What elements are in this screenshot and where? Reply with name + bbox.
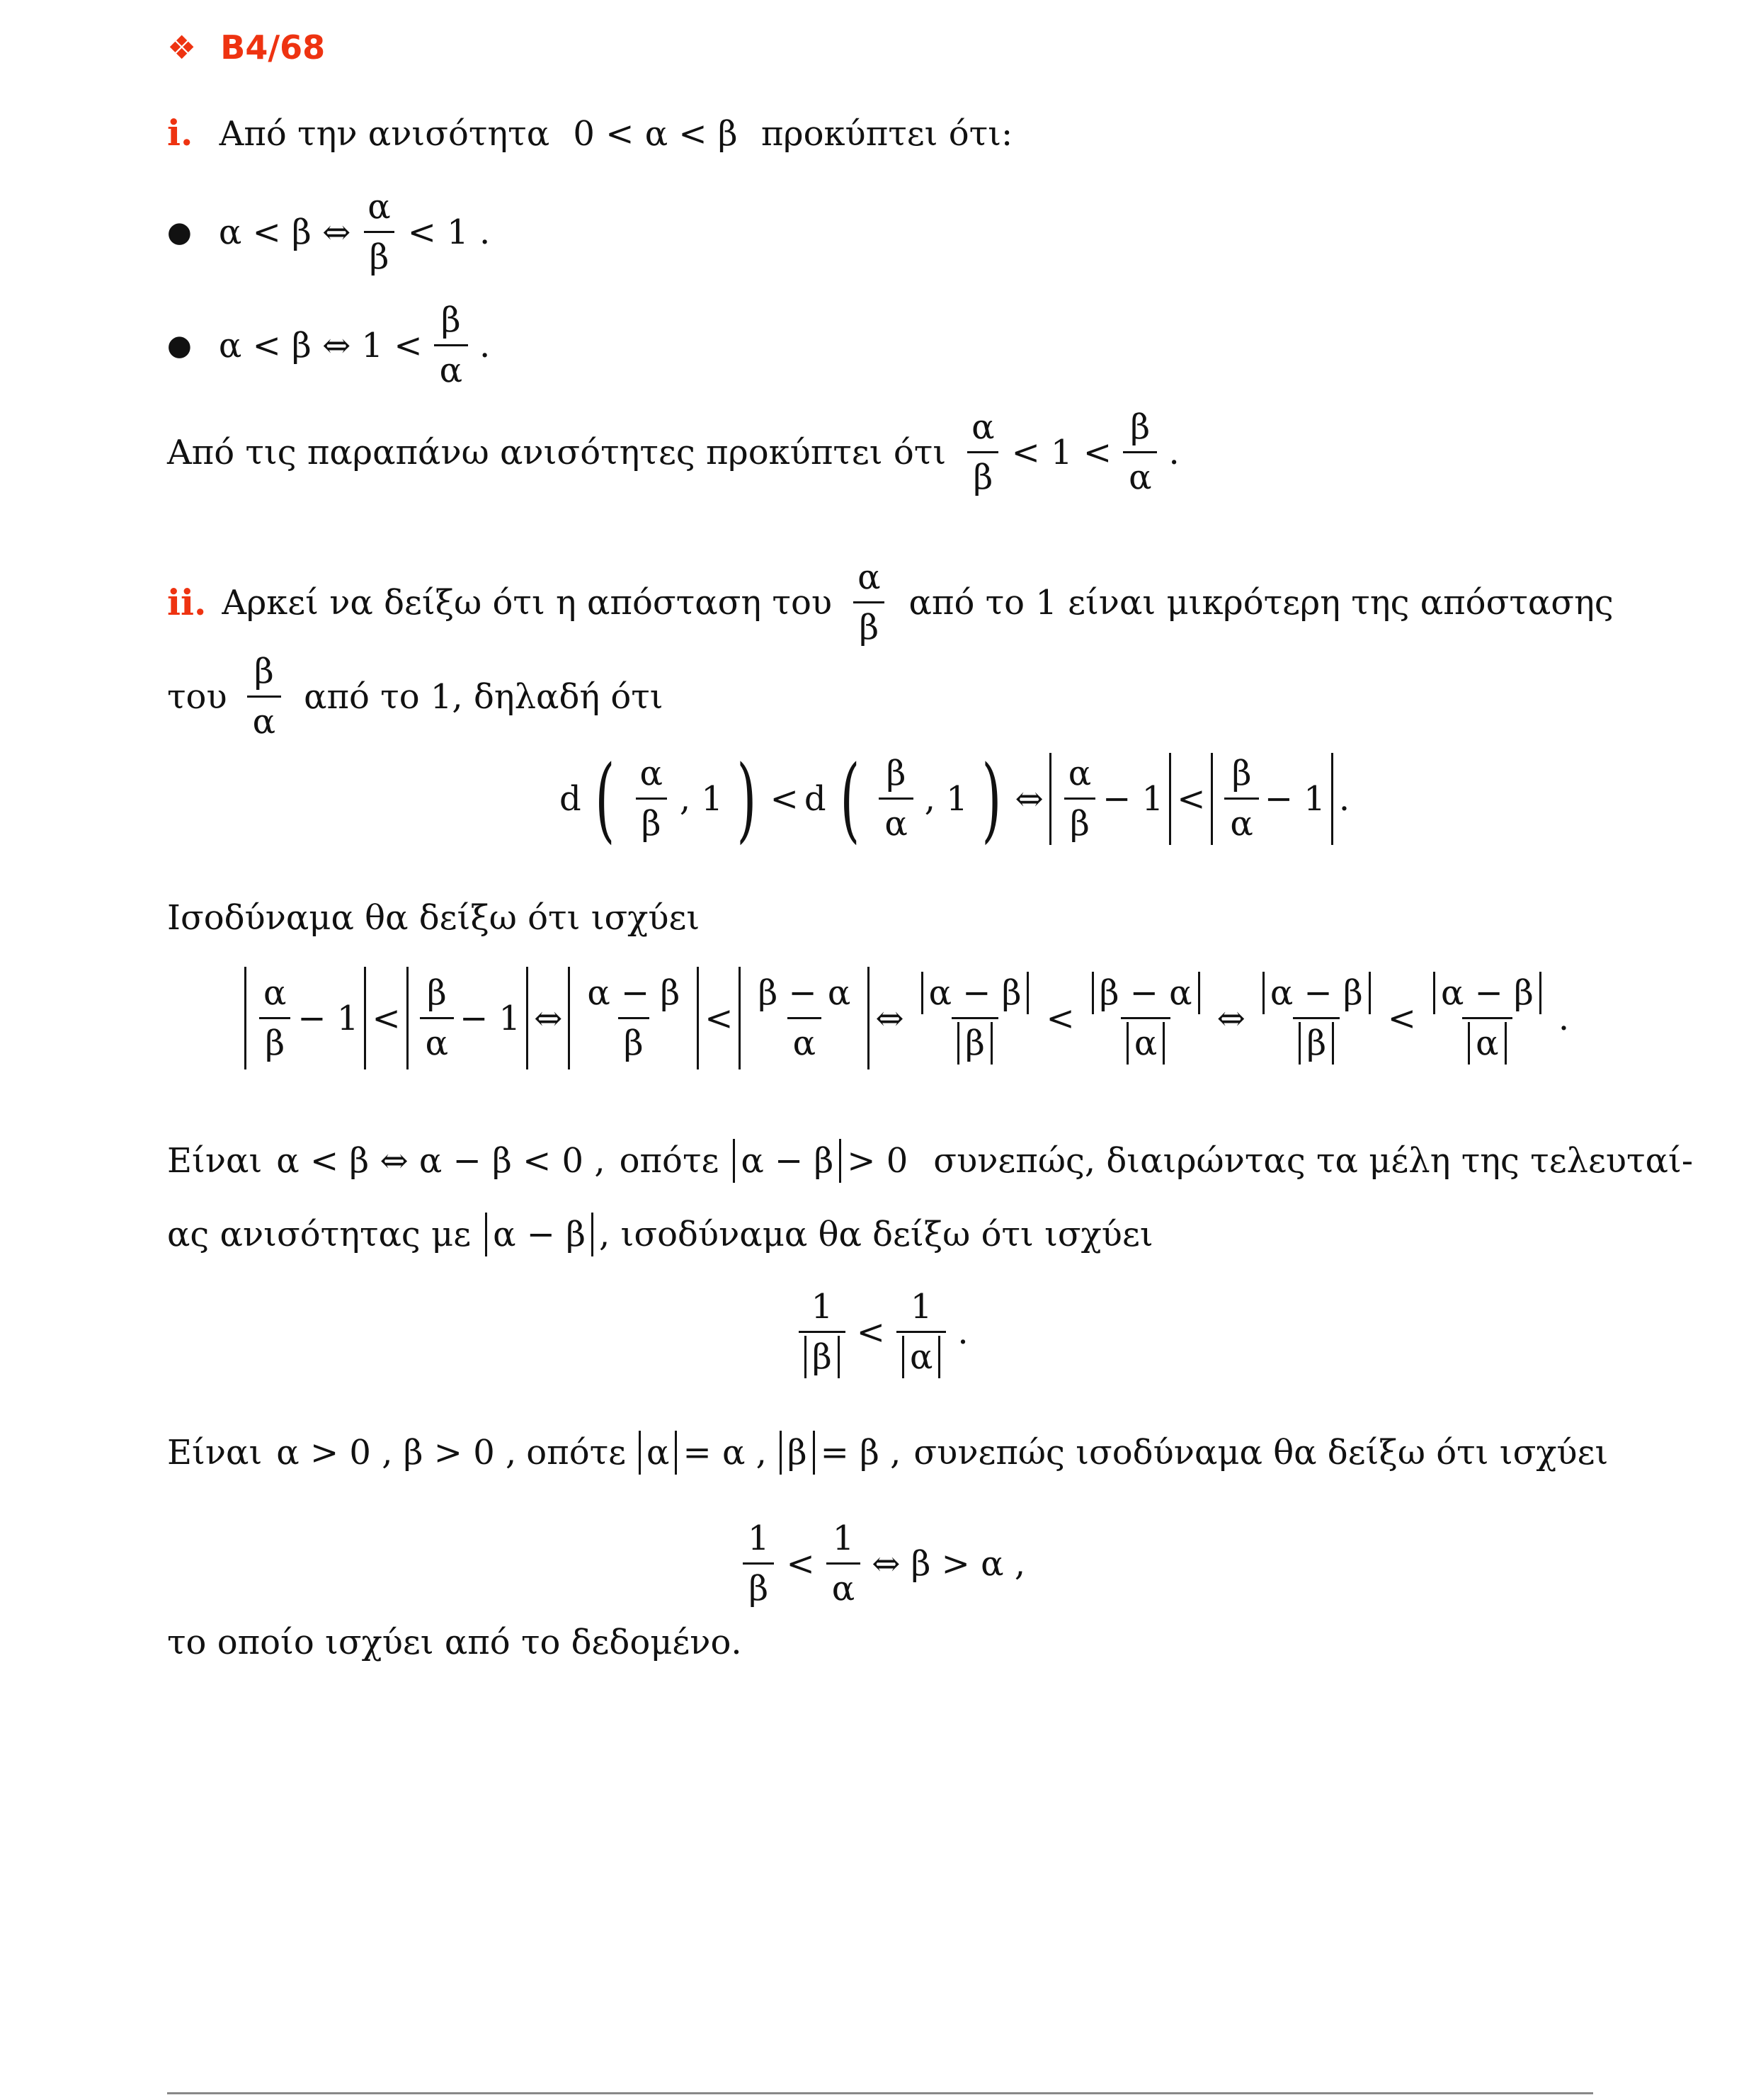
numerator: α <box>1068 754 1092 793</box>
bullet-dot: ● <box>167 329 192 362</box>
reciprocal-inequality <box>793 1285 969 1378</box>
abs-b: β <box>780 1431 815 1475</box>
minus-one: − 1 <box>297 998 359 1038</box>
fraction-1-over-abs-b <box>799 1285 845 1378</box>
abs-denominator: α <box>1468 1022 1506 1065</box>
exercise-code: B4/68 <box>220 28 326 67</box>
minus-one: − 1 <box>1264 778 1325 819</box>
numerator: β <box>440 300 461 340</box>
line-3-gt-zero: > 0 <box>847 1141 908 1181</box>
denominator: β <box>618 1017 649 1065</box>
fraction-a-over-b <box>258 972 292 1065</box>
right-paren: ) <box>736 744 757 853</box>
part-ii-line-4 <box>167 1213 1153 1256</box>
part-ii-line-5 <box>167 1431 1608 1475</box>
less-than: < <box>1177 778 1206 819</box>
denominator <box>799 1331 845 1378</box>
line-3-text-b: οπότε <box>619 1141 719 1181</box>
numerator: 1 <box>748 1519 770 1558</box>
denominator: α <box>1224 798 1258 845</box>
denominator: β <box>259 1017 290 1065</box>
less-than: < <box>372 998 401 1038</box>
line-4-text-b: , ισοδύναμα θα δείξω ότι ισχύει <box>599 1215 1153 1254</box>
abs-denominator: α <box>1127 1022 1165 1065</box>
numerator: β <box>1231 754 1252 793</box>
denominator: α <box>826 1562 860 1610</box>
period: . <box>1558 998 1570 1038</box>
bullet-1 <box>167 186 490 278</box>
numerator: 1 <box>832 1519 855 1558</box>
final-line: το οποίο ισχύει από το δεδομένο. <box>167 1623 742 1662</box>
denominator <box>1293 1017 1340 1065</box>
less-than: < <box>786 1543 815 1584</box>
absolute-value <box>739 967 870 1069</box>
line-3-text-a: Είναι <box>167 1141 263 1181</box>
distance-symbol: d <box>804 778 826 819</box>
absolute-value <box>406 967 528 1069</box>
fraction-abs-amb-over-abs-b <box>916 972 1035 1065</box>
abs-denominator: α <box>902 1336 940 1378</box>
comma-one: , 1 <box>924 778 968 819</box>
part-ii-label: ii. <box>167 581 207 623</box>
denominator <box>952 1017 998 1065</box>
fraction-b-over-a <box>247 650 281 743</box>
abs-a: α <box>639 1431 677 1475</box>
numerator: β <box>426 973 447 1013</box>
abs-numerator: α − β <box>1262 972 1371 1014</box>
right-paren: ) <box>981 744 1002 853</box>
fraction-b-over-a <box>1224 752 1258 845</box>
less-than: < <box>1387 998 1416 1038</box>
minus-one: − 1 <box>1102 778 1164 819</box>
numerator: β − α <box>758 973 851 1013</box>
fraction-b-over-a <box>1123 406 1157 499</box>
line-1-text-a: Αρκεί να δείξω ότι η απόσταση του <box>222 582 833 623</box>
line-1-text-b: από το 1 είναι μικρότερη της απόστασης <box>908 582 1614 623</box>
equivalent-text: Ισοδύναμα θα δείξω ότι ισχύει <box>167 898 700 938</box>
iff-symbol: ⇔ <box>534 998 563 1038</box>
fraction-amb-over-b <box>581 972 685 1065</box>
left-paren: ( <box>840 744 860 853</box>
fraction-bma-over-a <box>752 972 856 1065</box>
abs-denominator: β <box>957 1022 993 1065</box>
fraction-b-over-a <box>879 752 913 845</box>
less-than: < <box>856 1312 885 1352</box>
denominator <box>1121 1017 1170 1065</box>
denominator: α <box>787 1017 821 1065</box>
denominator: β <box>1064 798 1095 845</box>
intro-inequality: 0 < α < β <box>573 114 738 154</box>
absolute-value <box>1211 753 1333 845</box>
fraction-abs-amb-over-abs-a <box>1427 972 1547 1065</box>
less-than: < <box>770 778 799 819</box>
intro-end: προκύπτει ότι: <box>760 114 1013 154</box>
numerator <box>1086 972 1206 1017</box>
less-than: < <box>705 998 734 1038</box>
iff-symbol: ⇔ <box>1216 998 1245 1038</box>
abs-denominator: β <box>804 1336 840 1378</box>
line-3-math: α < β ⇔ α − β < 0 , <box>276 1141 605 1181</box>
iff-symbol: ⇔ <box>1015 778 1044 819</box>
fraction-a-over-b <box>966 406 1000 499</box>
comma-one: , 1 <box>679 778 723 819</box>
bullet-2 <box>167 299 490 392</box>
abs-numerator: α − β <box>1433 972 1541 1014</box>
denominator: α <box>879 798 913 845</box>
left-paren: ( <box>595 744 615 853</box>
section-heading <box>167 28 325 67</box>
equivalent-chain <box>244 967 1569 1069</box>
fraction-a-over-b <box>634 752 668 845</box>
abs-denominator: β <box>1299 1022 1334 1065</box>
conclusion-mid: < 1 < <box>1011 432 1112 472</box>
fraction-a-over-b <box>852 556 886 649</box>
period: . <box>957 1312 969 1352</box>
line-5-text-a: Είναι <box>167 1433 263 1472</box>
numerator: β <box>1130 407 1151 447</box>
conclusion-text: Από τις παραπάνω ανισότητες προκύπτει ότι <box>167 432 947 472</box>
numerator: 1 <box>910 1287 933 1327</box>
abs-a-minus-b: α − β <box>485 1213 593 1256</box>
denominator <box>1462 1017 1512 1065</box>
fraction-1-over-a <box>826 1517 860 1610</box>
diamond-icon: ❖ <box>167 28 197 67</box>
abs-numerator: β − α <box>1092 972 1200 1014</box>
part-ii-line-3 <box>167 1139 1693 1183</box>
absolute-value <box>244 967 366 1069</box>
denominator: α <box>434 344 468 392</box>
numerator: α <box>367 187 391 227</box>
fraction-a-over-b <box>362 186 396 278</box>
denominator: β <box>636 798 667 845</box>
bullet-dot: ● <box>167 215 192 249</box>
fraction-b-over-a <box>434 299 468 392</box>
fraction-b-over-a <box>420 972 454 1065</box>
numerator: β <box>253 652 274 691</box>
numerator: α <box>639 754 663 793</box>
abs-a-equals: = α , <box>683 1433 767 1472</box>
line-5-math: α > 0 , β > 0 , <box>276 1433 517 1472</box>
line-5-text-c: συνεπώς ισοδύναμα θα δείξω ότι ισχύει <box>913 1433 1609 1472</box>
abs-b-equals: = β , <box>820 1433 901 1472</box>
fraction-1-over-b <box>742 1517 775 1610</box>
part-ii-line-2 <box>167 650 663 743</box>
line-4-text-a: ας ανισότητας με <box>167 1215 472 1254</box>
abs-numerator: α − β <box>921 972 1030 1014</box>
line-2-text-b: από το 1, δηλαδή ότι <box>304 676 663 717</box>
numerator <box>1257 972 1376 1017</box>
fraction-1-over-abs-a <box>896 1285 946 1378</box>
denominator: α <box>1123 451 1157 499</box>
absolute-value <box>1049 753 1171 845</box>
bullet-2-lhs: α < β ⇔ 1 < <box>218 325 423 365</box>
period: . <box>1338 778 1350 819</box>
denominator: β <box>967 451 998 499</box>
fraction-a-over-b <box>1063 752 1097 845</box>
final-inequality <box>736 1517 1025 1610</box>
line-2-text-a: του <box>167 676 227 717</box>
numerator: α <box>971 407 995 447</box>
final-tail: ⇔ β > α , <box>872 1543 1026 1584</box>
part-i-intro <box>167 113 1013 154</box>
numerator <box>916 972 1035 1017</box>
fraction-abs-amb-over-abs-b <box>1257 972 1376 1065</box>
iff-symbol: ⇔ <box>875 998 904 1038</box>
part-ii-line-1 <box>167 556 1614 649</box>
numerator: α <box>857 557 881 597</box>
numerator: α <box>263 973 287 1013</box>
intro-text: Από την ανισότητα <box>219 114 550 154</box>
line-3-text-d: συνεπώς, διαιρώντας τα μέλη της τελευταί- <box>933 1141 1694 1181</box>
less-than: < <box>1046 998 1075 1038</box>
denominator: β <box>743 1562 774 1610</box>
absolute-value <box>568 967 699 1069</box>
distance-equation <box>559 744 1350 853</box>
conclusion-end: . <box>1168 432 1180 472</box>
numerator <box>1427 972 1547 1017</box>
denominator: β <box>364 231 395 278</box>
numerator: β <box>886 754 906 793</box>
fraction-abs-bma-over-abs-a <box>1086 972 1206 1065</box>
bullet-1-rhs: < 1 . <box>407 212 491 252</box>
part-i-conclusion <box>167 406 1180 499</box>
line-5-text-b: οπότε <box>526 1433 627 1472</box>
bullet-2-rhs: . <box>479 325 491 365</box>
numerator: α − β <box>587 973 680 1013</box>
part-i-label: i. <box>167 112 193 154</box>
numerator: 1 <box>811 1287 833 1327</box>
denominator: β <box>853 601 884 649</box>
denominator: α <box>420 1017 454 1065</box>
abs-a-minus-b: α − β <box>733 1139 841 1183</box>
minus-one: − 1 <box>460 998 521 1038</box>
footer-divider <box>167 2092 1593 2094</box>
distance-symbol: d <box>559 778 581 819</box>
denominator <box>896 1331 946 1378</box>
denominator: α <box>247 696 281 743</box>
bullet-1-lhs: α < β ⇔ <box>218 212 351 252</box>
